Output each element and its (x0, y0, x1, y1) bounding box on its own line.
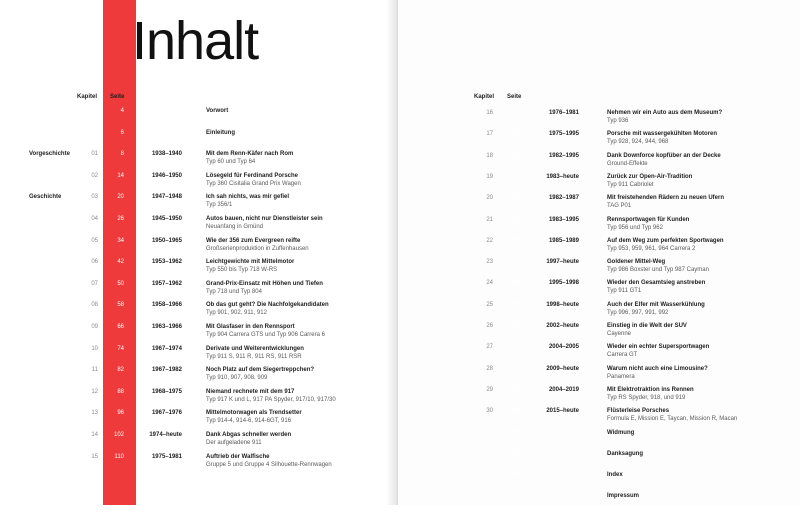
entry-subtitle: Typ 911 Cabriolet (607, 181, 654, 188)
entry-title: Wieder den Gesamtsieg anstreben (607, 280, 706, 287)
toc-entry (0, 389, 398, 409)
toc-entry (398, 430, 800, 450)
page-number: 50 (117, 280, 124, 287)
year-range: 1947–1948 (151, 194, 182, 201)
chapter-number: 13 (91, 410, 98, 417)
toc-entry (0, 367, 398, 387)
toc-entry (398, 280, 800, 300)
chapter-number: 02 (91, 172, 98, 179)
entry-subtitle: Typ 911 S, 911 R, 911 RS, 911 RSR (206, 353, 302, 360)
entry-subtitle: Typ RS Spyder, 918, und 919 (607, 394, 686, 401)
entry-subtitle: Typ 996, 997, 991, 992 (607, 309, 669, 316)
year-range: 1985–1989 (548, 237, 579, 244)
page-number: 134 (511, 152, 522, 159)
entry-title: Goldener Mittel-Weg (607, 259, 666, 266)
entry-title: Einstieg in die Welt der SUV (607, 323, 687, 329)
page-number: 20 (117, 194, 124, 201)
year-range: 1974–heute (149, 432, 182, 438)
toc-entry (0, 216, 398, 236)
entry-subtitle: Gruppe 5 und Gruppe 4 Silhouette-Rennwagen (206, 461, 332, 468)
entry-subtitle: Typ 914-4, 914-6, 914-6GT, 916 (206, 418, 292, 425)
toc-entry (398, 259, 800, 279)
chapter-number: 03 (91, 194, 98, 201)
page-number: 118 (512, 110, 522, 116)
toc-entry (0, 194, 398, 214)
entry-title: Einleitung (206, 129, 235, 136)
toc-entry (0, 454, 398, 474)
page-number: 88 (117, 388, 124, 395)
year-range: 2004–2005 (548, 344, 579, 351)
toc-entry (398, 131, 800, 151)
page-number: 250 (511, 429, 522, 436)
kapitel-header: Kapitel (77, 94, 98, 100)
chapter-number: 09 (91, 324, 98, 330)
kapitel-header: Kapitel (474, 94, 495, 100)
entry-title: Wieder ein echter Supersportwagen (607, 344, 710, 351)
entry-title: Wie der 356 zum Evergreen reifte (206, 237, 301, 244)
section-label: Vorgeschichte (29, 151, 70, 158)
entry-subtitle: Panamera (607, 373, 635, 380)
page-number: 26 (117, 216, 124, 222)
entry-title: Danksagung (607, 450, 644, 457)
entry-title: Noch Platz auf dem Siegertreppchen? (206, 367, 315, 374)
entry-subtitle: Carrera GT (607, 352, 638, 359)
chapter-number: 24 (486, 280, 493, 287)
entry-subtitle: Großserienproduktion in Zuffenhausen (206, 245, 309, 252)
page-number: 150 (511, 195, 522, 202)
year-range: 1983–heute (546, 173, 579, 180)
year-range: 2009–heute (546, 365, 579, 372)
year-range: 1946–1950 (151, 172, 182, 179)
page-number: 176 (511, 259, 522, 266)
entry-subtitle: Typ 901, 902, 911, 912 (206, 310, 267, 317)
year-range: 1995–1998 (548, 280, 579, 287)
entry-title: Zurück zur Open-Air-Tradition (607, 173, 693, 180)
chapter-number: 23 (486, 259, 493, 266)
year-range: 1967–1982 (151, 367, 182, 374)
entry-subtitle: Typ 917 K und L, 917 PA Spyder, 917/10, 917/30 (206, 396, 336, 403)
page-number: 6 (120, 129, 124, 136)
page-number: 196 (511, 301, 522, 308)
entry-subtitle: Typ 936 (607, 118, 629, 124)
page-number: 216 (511, 344, 522, 351)
entry-title: Leichtgewichte mit Mittelmotor (206, 259, 295, 266)
year-range: 1967–1974 (151, 345, 182, 352)
entry-subtitle: Typ 904 Carrera GTS und Typ 906 Carrera 6 (206, 332, 325, 338)
chapter-number: 11 (91, 367, 98, 374)
year-range: 1997–heute (546, 259, 579, 266)
entry-subtitle: Typ 550 bis Typ 718 W-RS (206, 267, 278, 274)
entry-title: Flüsterleise Porsches (607, 408, 670, 415)
entry-subtitle: Ground-Effekte (607, 160, 648, 167)
chapter-number: 21 (486, 216, 493, 223)
toc-entry (398, 366, 800, 386)
chapter-number: 26 (486, 323, 493, 329)
toc-entry (0, 151, 398, 171)
page-number: 256 (511, 493, 522, 500)
page-number: 144 (511, 173, 522, 180)
toc-entry (0, 281, 398, 301)
toc-entry (0, 259, 398, 279)
chapter-number: 25 (486, 301, 493, 308)
page-number: 158 (511, 216, 522, 223)
entry-title: Rennsportwagen für Kunden (607, 216, 690, 223)
chapter-number: 16 (486, 110, 493, 116)
entry-subtitle: Typ 910, 907, 908, 909 (206, 375, 268, 382)
year-range: 1953–1962 (151, 259, 182, 266)
year-range: 2002–heute (546, 323, 579, 329)
entry-title: Index (607, 472, 623, 479)
year-range: 1975–1981 (151, 453, 182, 460)
year-range: 1975–1995 (548, 131, 579, 138)
toc-entry (398, 195, 800, 215)
entry-title: Ich sah nichts, was mir gefiel (206, 194, 290, 201)
year-range: 1983–1995 (548, 216, 579, 223)
page-number: 206 (511, 323, 522, 329)
entry-title: Autos bauen, nicht nur Dienstleister sein (206, 216, 323, 222)
toc-entry (398, 174, 800, 194)
entry-title: Auftrieb der Walfische (206, 453, 270, 460)
entry-title: Dank Abgas schneller werden (206, 432, 292, 438)
toc-entry (0, 173, 398, 193)
chapter-number: 01 (91, 151, 98, 158)
entry-title: Niemand rechnete mit dem 917 (206, 388, 295, 395)
entry-title: Widmung (607, 429, 635, 436)
year-range: 1968–1975 (151, 388, 182, 395)
chapter-number: 22 (486, 237, 493, 244)
toc-entry (398, 238, 800, 258)
page-title: Inhalt (132, 11, 259, 71)
year-range: 1958–1966 (151, 302, 182, 309)
year-range: 1982–1995 (548, 152, 579, 159)
toc-entry (398, 344, 800, 364)
entry-subtitle: Typ 953, 959, 961, 964 Carrera 2 (607, 245, 696, 252)
chapter-number: 08 (91, 302, 98, 309)
entry-title: Porsche mit wassergekühlten Motoren (607, 131, 718, 138)
year-range: 1938–1940 (151, 151, 182, 158)
chapter-number: 06 (91, 259, 98, 266)
toc-entry (398, 302, 800, 322)
entry-subtitle: TAG P01 (607, 203, 632, 210)
page-number: 102 (113, 432, 124, 438)
chapter-number: 30 (486, 408, 493, 415)
entry-subtitle: Typ 911 GT1 (607, 288, 642, 295)
entry-title: Warum nicht auch eine Limousine? (607, 365, 708, 372)
entry-title: Vorwort (206, 108, 229, 114)
page-number: 252 (511, 472, 522, 479)
toc-entry (0, 346, 398, 366)
page-number: 110 (114, 453, 124, 460)
chapter-number: 27 (486, 344, 493, 351)
entry-subtitle: Typ 986 Boxster und Typ 987 Cayman (607, 267, 709, 274)
chapter-number: 07 (91, 280, 98, 287)
right-page (398, 0, 800, 505)
entry-title: Mit freistehenden Rädern zu neuen Ufern (607, 195, 725, 202)
toc-entry (0, 432, 398, 452)
toc-entry (0, 410, 398, 430)
entry-subtitle: Typ 360 Cisitalia Grand Prix Wagen (206, 180, 301, 187)
toc-entry (0, 324, 398, 344)
year-range: 1963–1966 (151, 324, 182, 330)
toc-entry (398, 387, 800, 407)
section-label: Geschichte (29, 194, 62, 201)
entry-title: Auch der Elfer mit Wasserkühlung (607, 301, 705, 308)
toc-entry (398, 493, 800, 513)
toc-entry (0, 130, 398, 150)
entry-title: Mit Glasfaser in den Rennsport (206, 324, 295, 330)
page-number: 8 (120, 151, 124, 158)
left-page (0, 0, 398, 505)
page-number: 66 (117, 324, 124, 330)
year-range: 2004–2019 (548, 386, 579, 393)
entry-subtitle: Typ 356/1 (206, 202, 233, 209)
year-range: 1998–heute (546, 301, 579, 308)
year-range: 1957–1962 (151, 280, 182, 287)
chapter-number: 15 (91, 453, 98, 460)
entry-title: Derivate und Weiterentwicklungen (206, 345, 304, 352)
page-number: 58 (117, 302, 124, 309)
toc-entry (0, 108, 398, 128)
toc-entry (398, 323, 800, 343)
entry-subtitle: Neuanfang in Gmünd (206, 224, 264, 230)
page-number: 42 (117, 259, 124, 266)
chapter-number: 29 (486, 386, 493, 393)
seite-header: Seite (110, 94, 125, 100)
toc-entry (398, 110, 800, 130)
page-number: 186 (511, 280, 522, 287)
page-number: 230 (511, 386, 522, 393)
page-number: 96 (117, 410, 124, 417)
entry-title: Mit dem Renn-Käfer nach Rom (206, 151, 294, 158)
year-range: 1950–1965 (151, 237, 182, 244)
toc-entry (398, 408, 800, 428)
chapter-number: 28 (486, 365, 493, 372)
page-number: 74 (117, 345, 124, 352)
page-number: 14 (117, 172, 124, 179)
entry-title: Mit Elektrotraktion ins Rennen (607, 386, 694, 393)
page-number: 34 (117, 237, 124, 244)
entry-title: Dank Downforce kopfüber an der Decke (607, 152, 721, 159)
toc-entry (398, 451, 800, 471)
chapter-number: 04 (91, 216, 98, 222)
entry-title: Impressum (607, 493, 640, 500)
toc-entry (0, 302, 398, 322)
year-range: 1945–1950 (151, 216, 182, 222)
chapter-number: 20 (486, 195, 493, 202)
page-number: 240 (511, 408, 522, 415)
toc-entry (398, 217, 800, 237)
year-range: 1976–1981 (548, 110, 579, 116)
toc-entry (0, 238, 398, 258)
entry-title: Auf dem Weg zum perfekten Sportwagen (607, 237, 724, 244)
entry-subtitle: Formula E, Mission E, Taycan, Mission R, Macan (607, 416, 738, 423)
entry-subtitle: Typ 718 und Typ 804 (206, 288, 262, 295)
year-range: 1982–1987 (548, 195, 579, 202)
entry-subtitle: Typ 928, 924, 944, 968 (607, 139, 669, 146)
page-number: 126 (511, 131, 522, 138)
entry-title: Lösegeld für Ferdinand Porsche (206, 172, 299, 179)
chapter-number: 05 (91, 237, 98, 244)
page-number: 251 (511, 450, 522, 457)
page-number: 222 (511, 365, 522, 372)
entry-subtitle: Typ 956 und Typ 962 (607, 224, 663, 231)
entry-title: Mittelmotorwagen als Trendsetter (206, 410, 302, 417)
seite-header: Seite (507, 94, 522, 100)
entry-title: Ob das gut geht? Die Nachfolgekandidaten (206, 302, 329, 309)
entry-title: Nehmen wir ein Auto aus dem Museum? (607, 110, 723, 116)
entry-subtitle: Typ 60 und Typ 64 (206, 159, 256, 166)
year-range: 2015–heute (546, 408, 579, 415)
chapter-number: 10 (91, 345, 98, 352)
entry-subtitle: Der aufgeladene 911 (206, 440, 262, 446)
chapter-number: 19 (486, 173, 493, 180)
entry-title: Grand-Prix-Einsatz mit Höhen und Tiefen (206, 280, 323, 287)
chapter-number: 14 (91, 432, 98, 438)
page-number: 4 (120, 108, 124, 114)
chapter-number: 17 (486, 131, 493, 138)
year-range: 1967–1976 (151, 410, 182, 417)
page-number: 82 (117, 367, 124, 374)
page-number: 166 (511, 237, 522, 244)
entry-subtitle: Cayenne (607, 331, 632, 337)
toc-entry (398, 153, 800, 173)
chapter-number: 12 (91, 388, 98, 395)
toc-entry (398, 472, 800, 492)
chapter-number: 18 (486, 152, 493, 159)
